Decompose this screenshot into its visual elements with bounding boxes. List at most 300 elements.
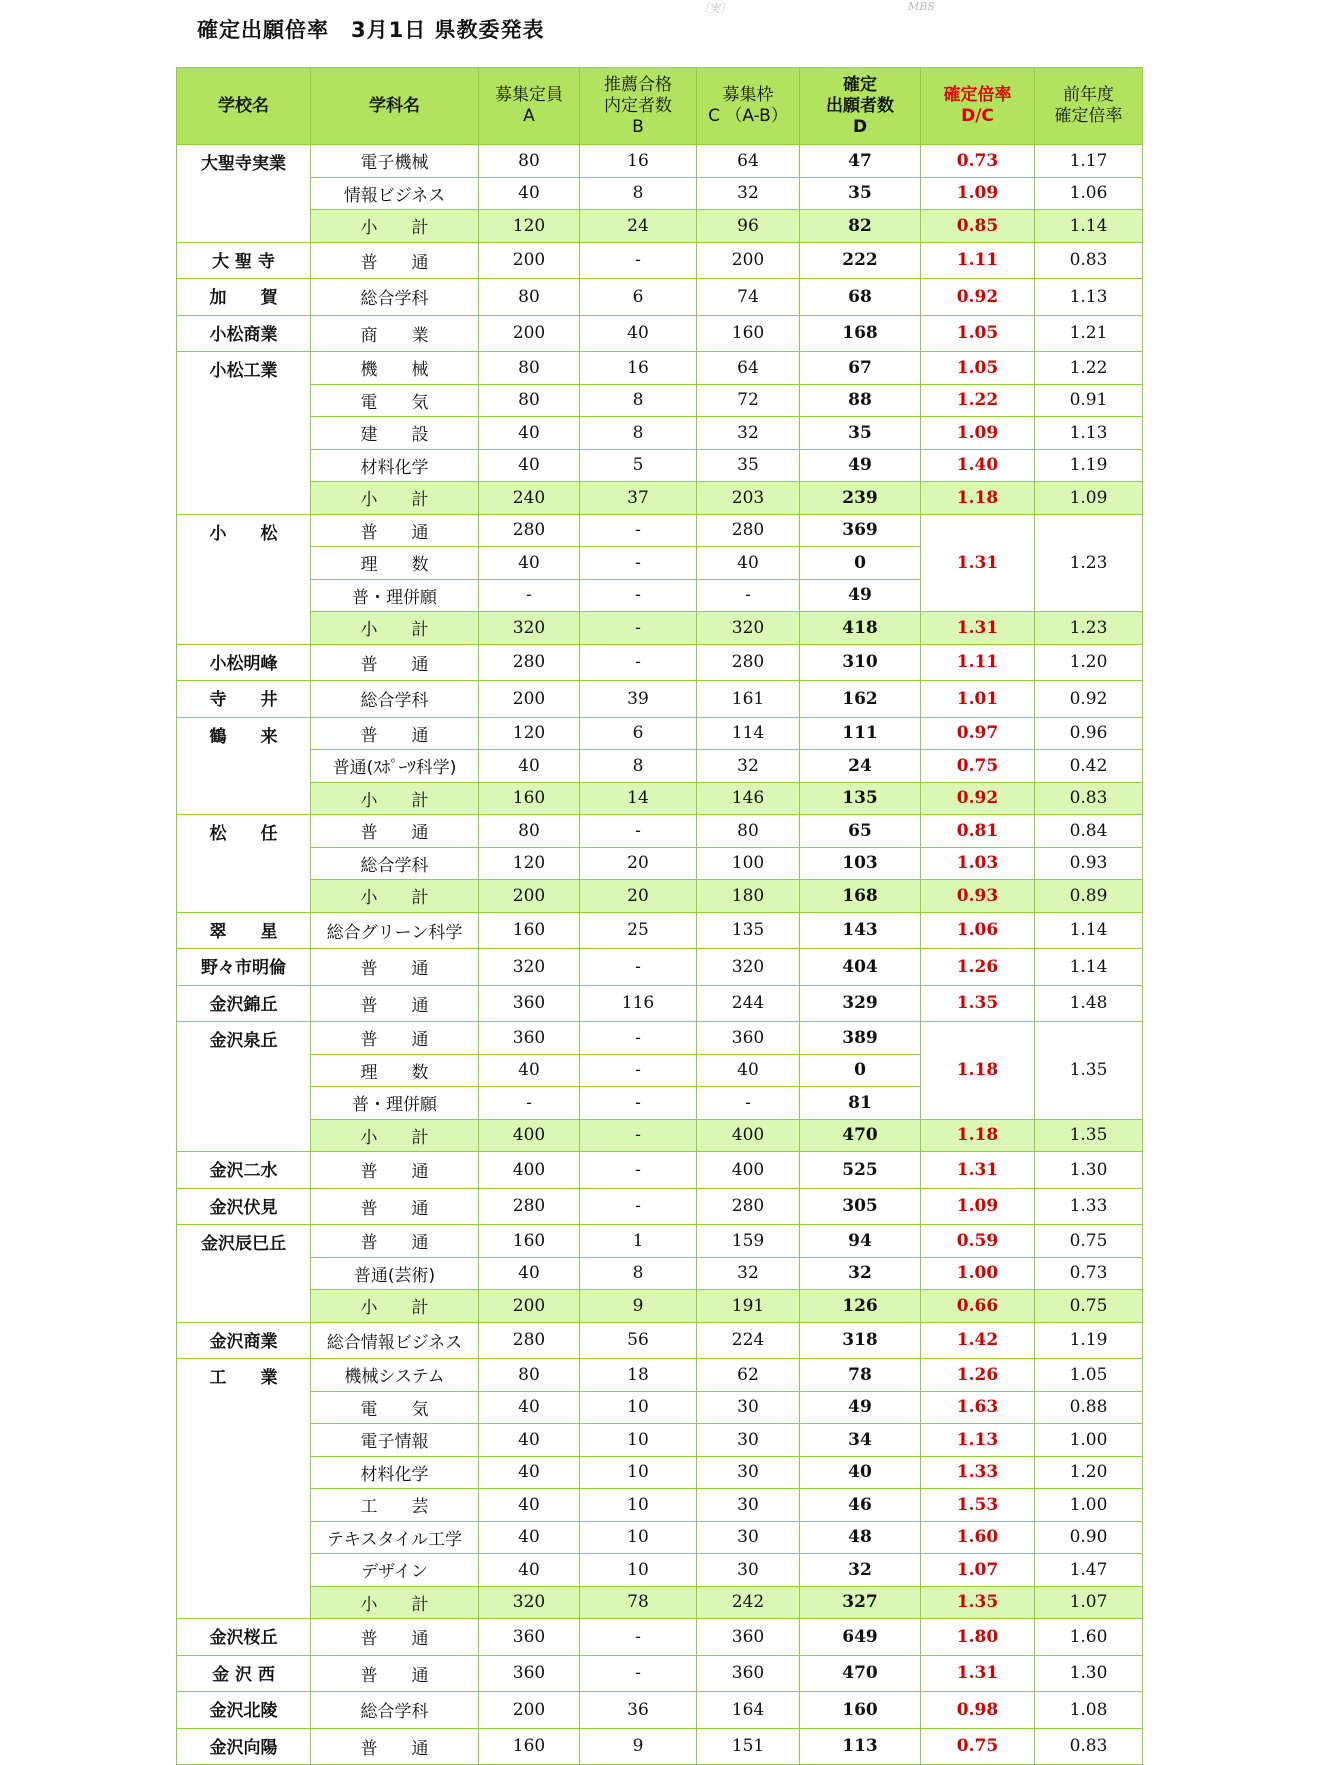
ratio-cell: 0.92 [921, 782, 1035, 815]
capacity-cell: 120 [479, 210, 580, 243]
table-row [177, 315, 1143, 352]
prev-ratio-cell: 0.92 [1035, 681, 1143, 718]
school-name-cell: 野々市明倫 [177, 949, 311, 986]
quota-cell: 72 [697, 384, 800, 417]
ratio-cell: 1.35 [921, 1586, 1035, 1619]
ratio-cell: 1.01 [921, 681, 1035, 718]
quota-cell: 203 [697, 482, 800, 515]
table-row [177, 1424, 1143, 1457]
applicants-cell: 318 [800, 1322, 921, 1359]
capacity-cell: 80 [479, 279, 580, 316]
school-name-cell: 金沢錦丘 [177, 985, 311, 1022]
prev-ratio-cell: 0.83 [1035, 1728, 1143, 1765]
capacity-cell: 280 [479, 644, 580, 681]
table-row [177, 1655, 1143, 1692]
recommended-cell: - [580, 547, 697, 580]
applicants-cell: 49 [800, 449, 921, 482]
header-quota: 募集枠 C （A-B） [697, 68, 800, 145]
capacity-cell: 40 [479, 449, 580, 482]
header-applicants: 確定 出願者数 D [800, 68, 921, 145]
quota-cell: 30 [697, 1391, 800, 1424]
school-name-cell: 金 沢 西 [177, 1655, 311, 1692]
department-cell: 普 通 [311, 1152, 479, 1189]
recommended-cell: 8 [580, 384, 697, 417]
prev-ratio-cell: 0.42 [1035, 750, 1143, 783]
ratio-cell: 1.42 [921, 1322, 1035, 1359]
department-cell: テキスタイル工学 [311, 1521, 479, 1554]
school-name-cell: 松 任 [177, 815, 311, 913]
department-cell: 材料化学 [311, 1456, 479, 1489]
prev-ratio-cell: 1.14 [1035, 949, 1143, 986]
school-name-cell: 金沢伏見 [177, 1188, 311, 1225]
table-row [177, 417, 1143, 450]
table-row [177, 482, 1143, 515]
prev-ratio-cell: 1.30 [1035, 1152, 1143, 1189]
school-name-cell: 小松商業 [177, 315, 311, 352]
recommended-cell: - [580, 1022, 697, 1055]
table-row [177, 1359, 1143, 1392]
applicants-cell: 418 [800, 612, 921, 645]
prev-ratio-cell: 1.19 [1035, 449, 1143, 482]
applicants-cell: 168 [800, 315, 921, 352]
applicants-cell: 40 [800, 1456, 921, 1489]
application-ratio-table [176, 67, 1143, 1765]
quota-cell: 280 [697, 1188, 800, 1225]
table-row [177, 242, 1143, 279]
department-cell: 電子機械 [311, 145, 479, 178]
ratio-cell: 1.26 [921, 1359, 1035, 1392]
capacity-cell: 40 [479, 1054, 580, 1087]
ratio-cell: 1.11 [921, 644, 1035, 681]
table-row [177, 1022, 1143, 1055]
quota-cell: 159 [697, 1225, 800, 1258]
ratio-cell: 1.06 [921, 912, 1035, 949]
capacity-cell: 360 [479, 1655, 580, 1692]
prev-ratio-cell: 1.33 [1035, 1188, 1143, 1225]
quota-cell: 191 [697, 1290, 800, 1323]
table-row [177, 449, 1143, 482]
capacity-cell: 80 [479, 352, 580, 385]
applicants-cell: 78 [800, 1359, 921, 1392]
applicants-cell: 48 [800, 1521, 921, 1554]
recommended-cell: - [580, 1619, 697, 1656]
quota-cell: 30 [697, 1489, 800, 1522]
school-name-cell: 工 業 [177, 1359, 311, 1619]
prev-ratio-cell: 1.19 [1035, 1322, 1143, 1359]
quota-cell: 64 [697, 352, 800, 385]
table-row [177, 1521, 1143, 1554]
applicants-cell: 404 [800, 949, 921, 986]
school-name-cell: 加 賀 [177, 279, 311, 316]
quota-cell: 32 [697, 1257, 800, 1290]
recommended-cell: 20 [580, 847, 697, 880]
school-name-cell: 金沢向陽 [177, 1728, 311, 1765]
prev-ratio-cell: 1.47 [1035, 1554, 1143, 1587]
quota-cell: 62 [697, 1359, 800, 1392]
prev-ratio-cell: 0.89 [1035, 880, 1143, 913]
capacity-cell: 160 [479, 1728, 580, 1765]
recommended-cell: 10 [580, 1424, 697, 1457]
applicants-cell: 329 [800, 985, 921, 1022]
recommended-cell: 18 [580, 1359, 697, 1392]
table-row [177, 1391, 1143, 1424]
prev-ratio-cell: 0.96 [1035, 717, 1143, 750]
capacity-cell: 40 [479, 1257, 580, 1290]
capacity-cell: 200 [479, 242, 580, 279]
applicants-cell: 46 [800, 1489, 921, 1522]
department-cell: 工 芸 [311, 1489, 479, 1522]
prev-ratio-cell: 1.09 [1035, 482, 1143, 515]
capacity-cell: 280 [479, 514, 580, 547]
prev-ratio-cell: 1.48 [1035, 985, 1143, 1022]
applicants-cell: 310 [800, 644, 921, 681]
recommended-cell: - [580, 612, 697, 645]
quota-cell: 320 [697, 949, 800, 986]
table-row [177, 1586, 1143, 1619]
department-cell: 総合学科 [311, 681, 479, 718]
header-prev-ratio: 前年度 確定倍率 [1035, 68, 1143, 145]
applicants-cell: 239 [800, 482, 921, 515]
header-recommended: 推薦合格 内定者数 B [580, 68, 697, 145]
recommended-cell: 6 [580, 279, 697, 316]
department-cell: 普 通 [311, 1619, 479, 1656]
recommended-cell: 6 [580, 717, 697, 750]
applicants-cell: 470 [800, 1655, 921, 1692]
applicants-cell: 162 [800, 681, 921, 718]
capacity-cell: 360 [479, 1619, 580, 1656]
quota-cell: 135 [697, 912, 800, 949]
applicants-cell: 111 [800, 717, 921, 750]
quota-cell: 161 [697, 681, 800, 718]
department-cell: デザイン [311, 1554, 479, 1587]
recommended-cell: - [580, 1054, 697, 1087]
table-row [177, 1119, 1143, 1152]
capacity-cell: 40 [479, 177, 580, 210]
department-cell: 電 気 [311, 1391, 479, 1424]
ratio-cell: 1.11 [921, 242, 1035, 279]
department-cell: 理 数 [311, 547, 479, 580]
ratio-cell: 1.31 [921, 514, 1035, 612]
table-row [177, 750, 1143, 783]
recommended-cell: 78 [580, 1586, 697, 1619]
ratio-cell: 1.18 [921, 482, 1035, 515]
applicants-cell: 32 [800, 1554, 921, 1587]
department-cell: 普 通 [311, 1225, 479, 1258]
capacity-cell: 280 [479, 1188, 580, 1225]
quota-cell: 40 [697, 1054, 800, 1087]
recommended-cell: 25 [580, 912, 697, 949]
quota-cell: 160 [697, 315, 800, 352]
department-cell: 総合学科 [311, 1692, 479, 1729]
recommended-cell: 20 [580, 880, 697, 913]
recommended-cell: 16 [580, 145, 697, 178]
ratio-cell: 0.93 [921, 880, 1035, 913]
quota-cell: - [697, 1087, 800, 1120]
ratio-cell: 0.75 [921, 1728, 1035, 1765]
department-cell: 小 計 [311, 482, 479, 515]
prev-ratio-cell: 1.08 [1035, 1692, 1143, 1729]
page-title: 確定出願倍率 3月1日 県教委発表 [197, 18, 545, 42]
recommended-cell: 9 [580, 1290, 697, 1323]
department-cell: 理 数 [311, 1054, 479, 1087]
recommended-cell: 10 [580, 1456, 697, 1489]
quota-cell: 280 [697, 514, 800, 547]
table-row [177, 1554, 1143, 1587]
capacity-cell: - [479, 1087, 580, 1120]
applicants-cell: 0 [800, 547, 921, 580]
quota-cell: 32 [697, 177, 800, 210]
applicants-cell: 35 [800, 417, 921, 450]
ratio-cell: 1.09 [921, 177, 1035, 210]
applicants-cell: 470 [800, 1119, 921, 1152]
ratio-cell: 0.66 [921, 1290, 1035, 1323]
applicants-cell: 369 [800, 514, 921, 547]
school-name-cell: 大 聖 寺 [177, 242, 311, 279]
table-row [177, 717, 1143, 750]
applicants-cell: 327 [800, 1586, 921, 1619]
ratio-cell: 1.18 [921, 1022, 1035, 1120]
capacity-cell: 320 [479, 949, 580, 986]
recommended-cell: - [580, 1188, 697, 1225]
department-cell: 小 計 [311, 1119, 479, 1152]
department-cell: 機械システム [311, 1359, 479, 1392]
quota-cell: 30 [697, 1424, 800, 1457]
ratio-cell: 1.05 [921, 315, 1035, 352]
ratio-cell: 1.00 [921, 1257, 1035, 1290]
department-cell: 普 通 [311, 815, 479, 848]
table-row [177, 912, 1143, 949]
table-row [177, 1456, 1143, 1489]
recommended-cell: 8 [580, 750, 697, 783]
prev-ratio-cell: 1.00 [1035, 1489, 1143, 1522]
prev-ratio-cell: 1.23 [1035, 514, 1143, 612]
header-ratio: 確定倍率 D/C [921, 68, 1035, 145]
applicants-cell: 113 [800, 1728, 921, 1765]
ratio-cell: 1.53 [921, 1489, 1035, 1522]
applicants-cell: 32 [800, 1257, 921, 1290]
ratio-cell: 1.22 [921, 384, 1035, 417]
quota-cell: 32 [697, 750, 800, 783]
department-cell: 情報ビジネス [311, 177, 479, 210]
quota-cell: 360 [697, 1655, 800, 1692]
quota-cell: 164 [697, 1692, 800, 1729]
applicants-cell: 49 [800, 579, 921, 612]
prev-ratio-cell: 0.75 [1035, 1225, 1143, 1258]
recommended-cell: 116 [580, 985, 697, 1022]
department-cell: 普・理併願 [311, 1087, 479, 1120]
school-name-cell: 小松工業 [177, 352, 311, 515]
school-name-cell: 金沢北陵 [177, 1692, 311, 1729]
quota-cell: 224 [697, 1322, 800, 1359]
prev-ratio-cell: 0.93 [1035, 847, 1143, 880]
recommended-cell: - [580, 1152, 697, 1189]
capacity-cell: 80 [479, 145, 580, 178]
department-cell: 電 気 [311, 384, 479, 417]
recommended-cell: - [580, 644, 697, 681]
quota-cell: 244 [697, 985, 800, 1022]
department-cell: 小 計 [311, 782, 479, 815]
capacity-cell: 40 [479, 1521, 580, 1554]
ratio-cell: 1.31 [921, 1152, 1035, 1189]
quota-cell: 35 [697, 449, 800, 482]
table-row [177, 384, 1143, 417]
recommended-cell: 5 [580, 449, 697, 482]
prev-ratio-cell: 1.13 [1035, 279, 1143, 316]
header-capacity: 募集定員 A [479, 68, 580, 145]
capacity-cell: 160 [479, 1225, 580, 1258]
prev-ratio-cell: 1.30 [1035, 1655, 1143, 1692]
ratio-cell: 0.98 [921, 1692, 1035, 1729]
quota-cell: 400 [697, 1152, 800, 1189]
recommended-cell: 37 [580, 482, 697, 515]
recommended-cell: - [580, 815, 697, 848]
school-name-cell: 寺 井 [177, 681, 311, 718]
ratio-cell: 1.09 [921, 417, 1035, 450]
capacity-cell: 80 [479, 384, 580, 417]
capacity-cell: 120 [479, 717, 580, 750]
capacity-cell: 320 [479, 1586, 580, 1619]
table-row [177, 352, 1143, 385]
recommended-cell: 9 [580, 1728, 697, 1765]
table-row [177, 1692, 1143, 1729]
applicants-cell: 160 [800, 1692, 921, 1729]
prev-ratio-cell: 1.21 [1035, 315, 1143, 352]
header-department: 学科名 [311, 68, 479, 145]
department-cell: 普 通 [311, 985, 479, 1022]
department-cell: 電子情報 [311, 1424, 479, 1457]
department-cell: 小 計 [311, 612, 479, 645]
table-row [177, 985, 1143, 1022]
department-cell: 小 計 [311, 1290, 479, 1323]
ratio-cell: 1.40 [921, 449, 1035, 482]
department-cell: 普 通 [311, 949, 479, 986]
department-cell: 小 計 [311, 210, 479, 243]
capacity-cell: 360 [479, 1022, 580, 1055]
ratio-cell: 1.31 [921, 612, 1035, 645]
capacity-cell: 40 [479, 1489, 580, 1522]
recommended-cell: - [580, 949, 697, 986]
ratio-cell: 0.85 [921, 210, 1035, 243]
table-row [177, 782, 1143, 815]
quota-cell: 30 [697, 1456, 800, 1489]
table-row [177, 1188, 1143, 1225]
watermark-fragment: MBS [908, 0, 935, 13]
department-cell: 総合情報ビジネス [311, 1322, 479, 1359]
applicants-cell: 649 [800, 1619, 921, 1656]
department-cell: 小 計 [311, 880, 479, 913]
ratio-cell: 1.09 [921, 1188, 1035, 1225]
applicants-cell: 68 [800, 279, 921, 316]
applicants-cell: 35 [800, 177, 921, 210]
capacity-cell: 200 [479, 315, 580, 352]
table-row [177, 279, 1143, 316]
department-cell: 普 通 [311, 1188, 479, 1225]
capacity-cell: 240 [479, 482, 580, 515]
ratio-cell: 1.03 [921, 847, 1035, 880]
prev-ratio-cell: 1.00 [1035, 1424, 1143, 1457]
school-name-cell: 金沢桜丘 [177, 1619, 311, 1656]
recommended-cell: - [580, 1119, 697, 1152]
table-row [177, 1322, 1143, 1359]
ratio-cell: 1.80 [921, 1619, 1035, 1656]
applicants-cell: 47 [800, 145, 921, 178]
applicants-cell: 81 [800, 1087, 921, 1120]
applicants-cell: 168 [800, 880, 921, 913]
capacity-cell: 40 [479, 1456, 580, 1489]
quota-cell: 360 [697, 1022, 800, 1055]
recommended-cell: 10 [580, 1521, 697, 1554]
school-name-cell: 鶴 来 [177, 717, 311, 815]
quota-cell: 242 [697, 1586, 800, 1619]
applicants-cell: 94 [800, 1225, 921, 1258]
ratio-cell: 1.26 [921, 949, 1035, 986]
recommended-cell: - [580, 1087, 697, 1120]
prev-ratio-cell: 1.14 [1035, 210, 1143, 243]
department-cell: 普・理併願 [311, 579, 479, 612]
prev-ratio-cell: 1.20 [1035, 644, 1143, 681]
quota-cell: 200 [697, 242, 800, 279]
recommended-cell: 36 [580, 1692, 697, 1729]
school-name-cell: 小松明峰 [177, 644, 311, 681]
prev-ratio-cell: 1.05 [1035, 1359, 1143, 1392]
ratio-cell: 1.31 [921, 1655, 1035, 1692]
prev-ratio-cell: 1.22 [1035, 352, 1143, 385]
quota-cell: 114 [697, 717, 800, 750]
recommended-cell: 10 [580, 1489, 697, 1522]
quota-cell: 280 [697, 644, 800, 681]
department-cell: 普通(ｽﾎﾟｰﾂ科学) [311, 750, 479, 783]
department-cell: 総合学科 [311, 847, 479, 880]
capacity-cell: 200 [479, 681, 580, 718]
recommended-cell: 39 [580, 681, 697, 718]
prev-ratio-cell: 0.73 [1035, 1257, 1143, 1290]
table-row [177, 880, 1143, 913]
table-row [177, 847, 1143, 880]
quota-cell: - [697, 579, 800, 612]
prev-ratio-cell: 1.13 [1035, 417, 1143, 450]
recommended-cell: 1 [580, 1225, 697, 1258]
quota-cell: 400 [697, 1119, 800, 1152]
table-row [177, 1489, 1143, 1522]
ratio-cell: 1.35 [921, 985, 1035, 1022]
quota-cell: 151 [697, 1728, 800, 1765]
quota-cell: 74 [697, 279, 800, 316]
table-row [177, 1152, 1143, 1189]
recommended-cell: - [580, 1655, 697, 1692]
school-name-cell: 金沢二水 [177, 1152, 311, 1189]
capacity-cell: 400 [479, 1152, 580, 1189]
quota-cell: 96 [697, 210, 800, 243]
ratio-cell: 0.81 [921, 815, 1035, 848]
capacity-cell: - [479, 579, 580, 612]
capacity-cell: 360 [479, 985, 580, 1022]
quota-cell: 360 [697, 1619, 800, 1656]
capacity-cell: 40 [479, 1554, 580, 1587]
prev-ratio-cell: 0.75 [1035, 1290, 1143, 1323]
ratio-cell: 0.97 [921, 717, 1035, 750]
recommended-cell: - [580, 579, 697, 612]
capacity-cell: 200 [479, 1692, 580, 1729]
prev-ratio-cell: 0.84 [1035, 815, 1143, 848]
department-cell: 総合学科 [311, 279, 479, 316]
watermark-fragment: 〔実〕 [698, 2, 731, 15]
capacity-cell: 40 [479, 750, 580, 783]
prev-ratio-cell: 0.90 [1035, 1521, 1143, 1554]
department-cell: 商 業 [311, 315, 479, 352]
quota-cell: 100 [697, 847, 800, 880]
capacity-cell: 200 [479, 880, 580, 913]
ratio-cell: 1.05 [921, 352, 1035, 385]
